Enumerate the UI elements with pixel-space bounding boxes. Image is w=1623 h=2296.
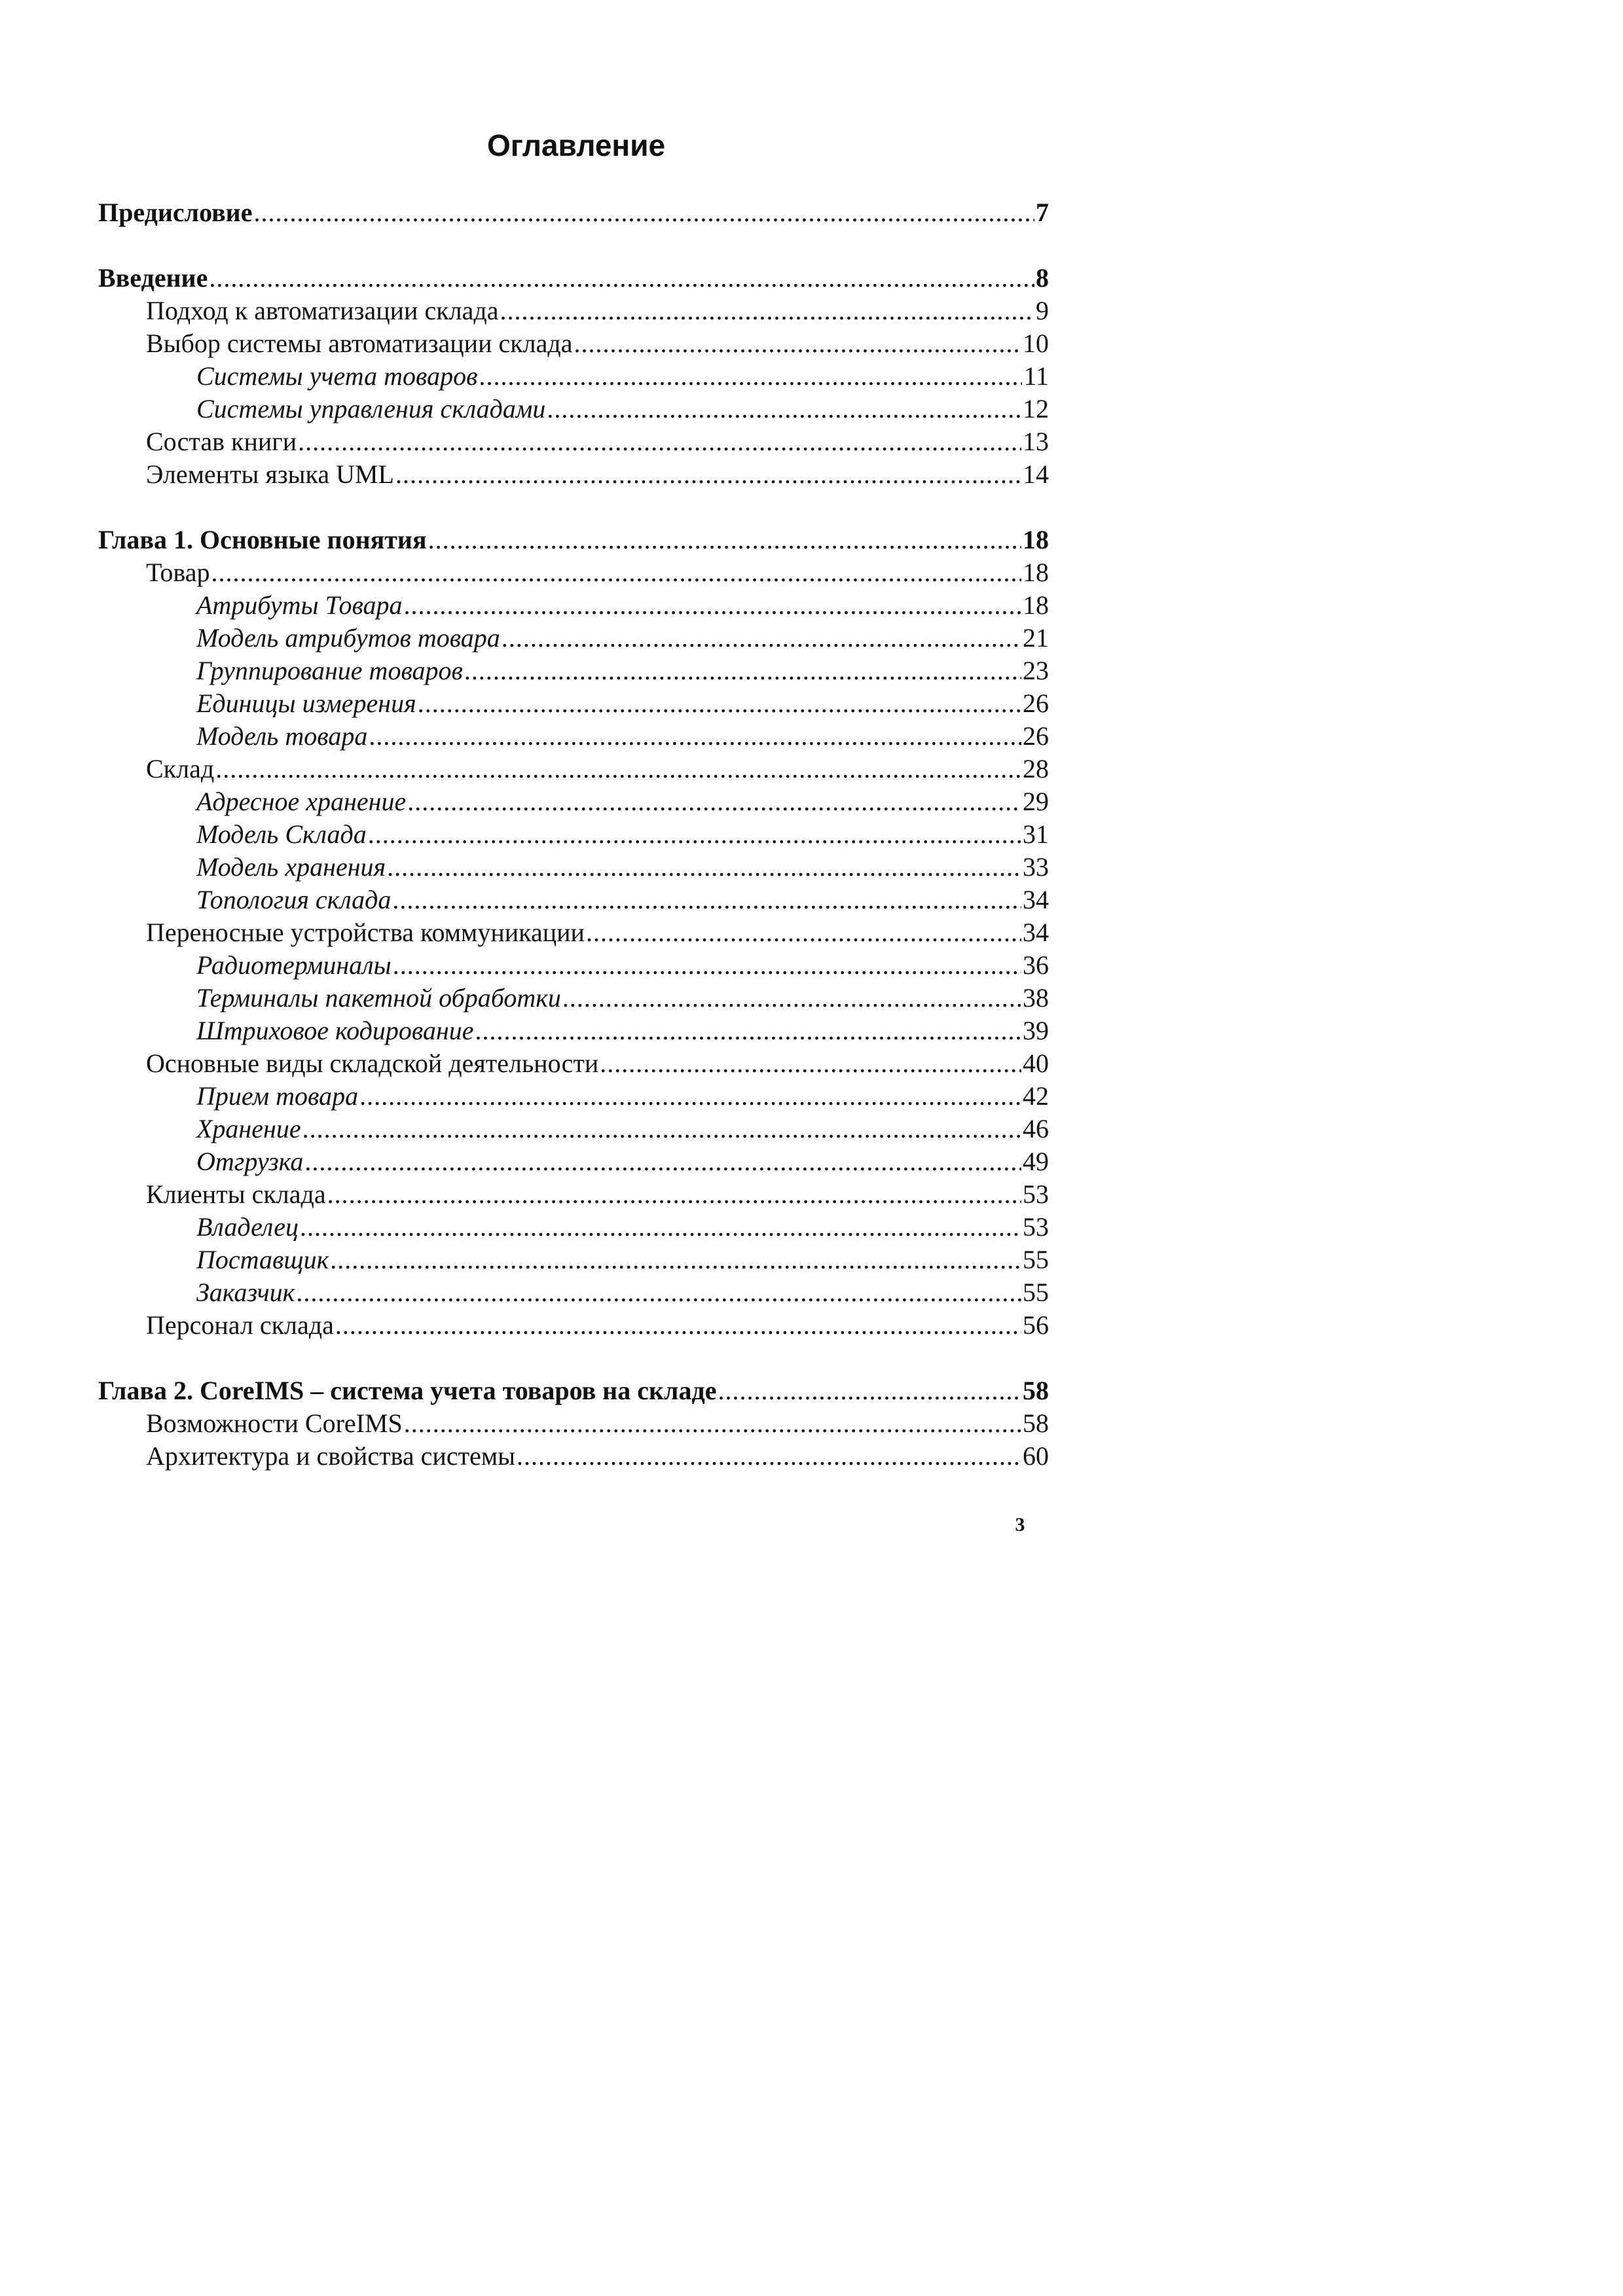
toc-chapter-entry (98, 524, 1049, 556)
toc-entry-page: 34 (1023, 885, 1049, 914)
toc-entry-label: Предисловие (98, 198, 253, 227)
toc-entry-page: 29 (1023, 787, 1049, 816)
toc-entry-page: 21 (1023, 623, 1049, 653)
toc-subsection-entry (98, 818, 1049, 851)
toc-entry-label: Адресное хранение (196, 787, 407, 816)
toc-dot-leader (501, 622, 1021, 655)
toc-dot-leader (475, 1014, 1021, 1047)
toc-dot-leader (327, 1178, 1021, 1211)
toc-entry-label: Системы учета товаров (196, 361, 478, 391)
toc-entry-label: Состав книги (146, 427, 297, 456)
toc-dot-leader (574, 327, 1021, 360)
toc-entry-page: 53 (1023, 1212, 1049, 1242)
toc-entry-page: 9 (1036, 296, 1049, 325)
toc-dot-leader (500, 295, 1034, 327)
toc-subsection-entry (98, 1244, 1049, 1276)
toc-section-entry (98, 295, 1049, 327)
toc-dot-leader (600, 1047, 1021, 1080)
toc-dot-leader (298, 425, 1021, 458)
toc-subsection-entry (98, 360, 1049, 393)
toc-entry-label: Переносные устройства коммуникации (146, 918, 585, 947)
toc-entry-page: 7 (1036, 198, 1049, 227)
toc-dot-leader (404, 589, 1021, 622)
toc-dot-leader (547, 393, 1021, 425)
toc-dot-leader (404, 1407, 1021, 1440)
toc-subsection-entry (98, 1276, 1049, 1309)
toc-entry-page: 18 (1023, 525, 1049, 554)
toc-chapter-entry (98, 196, 1049, 229)
toc-dot-leader (209, 262, 1034, 295)
toc-dot-leader (464, 655, 1021, 687)
toc-entry-label: Модель атрибутов товара (196, 623, 500, 653)
toc-entry-label: Глава 2. CoreIMS – система учета товаров на складе (98, 1376, 717, 1405)
toc-dot-leader (718, 1374, 1021, 1407)
toc-section-entry (98, 916, 1049, 949)
toc-entry-label: Глава 1. Основные понятия (98, 525, 427, 554)
toc-entry-page: 26 (1023, 721, 1049, 751)
toc-entry-label: Отгрузка (196, 1147, 304, 1176)
toc-subsection-entry (98, 393, 1049, 425)
toc-entry-label: Владелец (196, 1212, 299, 1242)
toc-subsection-entry (98, 949, 1049, 982)
toc-entry-page: 42 (1023, 1081, 1049, 1111)
toc-entry-page: 18 (1023, 558, 1049, 587)
toc-entry-label: Архитектура и свойства системы (146, 1441, 516, 1471)
toc-dot-leader (300, 1211, 1021, 1244)
toc-entry-page: 46 (1023, 1114, 1049, 1143)
toc-subsection-entry (98, 589, 1049, 622)
toc-dot-leader (517, 1440, 1021, 1473)
toc-entry-label: Атрибуты Товара (196, 590, 403, 620)
toc-entry-label: Персонал склада (146, 1310, 334, 1340)
toc-entry-label: Поставщик (196, 1245, 329, 1274)
toc-entry-page: 60 (1023, 1441, 1049, 1471)
toc-entry-page: 55 (1023, 1278, 1049, 1307)
toc-entry-page: 13 (1023, 427, 1049, 456)
toc-dot-leader (428, 524, 1021, 556)
page-number: 3 (1015, 1514, 1025, 1535)
toc-entry-page: 36 (1023, 950, 1049, 980)
toc-entry-page: 23 (1023, 656, 1049, 685)
toc-entry-label: Хранение (196, 1114, 301, 1143)
toc-subsection-entry (98, 720, 1049, 753)
toc-section-entry (98, 556, 1049, 589)
toc-dot-leader (387, 851, 1021, 884)
page-title: Оглавление (486, 128, 666, 162)
toc-dot-leader (418, 687, 1021, 720)
toc-entry-page: 53 (1023, 1179, 1049, 1209)
toc-entry-page: 10 (1023, 329, 1049, 358)
toc-entry-label: Модель Склада (196, 819, 367, 849)
toc-entry-page: 18 (1023, 590, 1049, 620)
toc-subsection-entry (98, 884, 1049, 916)
toc-section-entry (98, 327, 1049, 360)
toc-dot-leader (368, 818, 1021, 851)
toc-section-entry (98, 1178, 1049, 1211)
toc-dot-leader (296, 1276, 1021, 1309)
toc-entry-label: Топология склада (196, 885, 392, 914)
toc-dot-leader (369, 720, 1021, 753)
toc-subsection-entry (98, 655, 1049, 687)
toc-entry-page: 31 (1023, 819, 1049, 849)
toc-chapter-entry (98, 1374, 1049, 1407)
toc-dot-leader (302, 1113, 1021, 1145)
toc-entry-page: 34 (1023, 918, 1049, 947)
toc-section-entry (98, 1047, 1049, 1080)
toc-subsection-entry (98, 1014, 1049, 1047)
toc-dot-leader (562, 982, 1021, 1014)
toc-entry-page: 38 (1023, 983, 1049, 1013)
toc-dot-leader (392, 884, 1021, 916)
toc-entry-page: 11 (1023, 361, 1049, 391)
toc-dot-leader (335, 1309, 1021, 1342)
toc-entry-page: 28 (1023, 754, 1049, 783)
toc-entry-label: Клиенты склада (146, 1179, 326, 1209)
toc-entry-label: Товар (146, 558, 210, 587)
toc-section-entry (98, 425, 1049, 458)
toc-subsection-entry (98, 1113, 1049, 1145)
toc-entry-page: 49 (1023, 1147, 1049, 1176)
toc-entry-label: Прием товара (196, 1081, 359, 1111)
toc-entry-label: Модель хранения (196, 852, 386, 882)
toc-section-entry (98, 753, 1049, 785)
toc-entry-page: 39 (1023, 1016, 1049, 1045)
toc-dot-leader (215, 753, 1021, 785)
toc-section-entry (98, 1440, 1049, 1473)
toc-dot-leader (393, 949, 1021, 982)
table-of-contents (98, 196, 1049, 1473)
toc-chapter-entry (98, 262, 1049, 295)
toc-entry-label: Штриховое кодирование (196, 1016, 474, 1045)
toc-subsection-entry (98, 982, 1049, 1014)
toc-entry-label: Единицы измерения (196, 689, 416, 718)
toc-entry-page: 8 (1036, 263, 1049, 293)
toc-subsection-entry (98, 687, 1049, 720)
toc-entry-label: Основные виды складской деятельности (146, 1049, 599, 1078)
toc-entry-label: Модель товара (196, 721, 368, 751)
toc-entry-label: Заказчик (196, 1278, 295, 1307)
toc-dot-leader (395, 458, 1021, 491)
toc-dot-leader (330, 1244, 1021, 1276)
toc-entry-label: Подход к автоматизации склада (146, 296, 499, 325)
toc-entry-page: 14 (1023, 459, 1049, 489)
toc-section-entry (98, 458, 1049, 491)
toc-entry-label: Группирование товаров (196, 656, 463, 685)
toc-entry-label: Выбор системы автоматизации склада (146, 329, 573, 358)
toc-subsection-entry (98, 785, 1049, 818)
toc-entry-page: 26 (1023, 689, 1049, 718)
toc-entry-label: Введение (98, 263, 208, 293)
toc-entry-page: 58 (1023, 1376, 1049, 1405)
toc-subsection-entry (98, 622, 1049, 655)
toc-dot-leader (586, 916, 1021, 949)
toc-entry-page: 12 (1023, 394, 1049, 423)
toc-entry-page: 33 (1023, 852, 1049, 882)
toc-dot-leader (407, 785, 1021, 818)
toc-entry-label: Радиотерминалы (196, 950, 392, 980)
toc-entry-label: Элементы языка UML (146, 459, 394, 489)
toc-entry-label: Терминалы пакетной обработки (196, 983, 561, 1013)
toc-entry-page: 40 (1023, 1049, 1049, 1078)
toc-entry-page: 55 (1023, 1245, 1049, 1274)
toc-section-entry (98, 1407, 1049, 1440)
toc-dot-leader (359, 1080, 1021, 1113)
toc-entry-label: Возможности CoreIMS (146, 1408, 403, 1438)
toc-entry-label: Склад (146, 754, 215, 783)
toc-dot-leader (211, 556, 1021, 589)
toc-subsection-entry (98, 851, 1049, 884)
toc-dot-leader (304, 1145, 1021, 1178)
toc-entry-label: Системы управления складами (196, 394, 546, 423)
toc-subsection-entry (98, 1211, 1049, 1244)
toc-dot-leader (253, 196, 1034, 229)
toc-subsection-entry (98, 1145, 1049, 1178)
toc-dot-leader (479, 360, 1022, 393)
toc-section-entry (98, 1309, 1049, 1342)
toc-subsection-entry (98, 1080, 1049, 1113)
toc-entry-page: 56 (1023, 1310, 1049, 1340)
toc-entry-page: 58 (1023, 1408, 1049, 1438)
